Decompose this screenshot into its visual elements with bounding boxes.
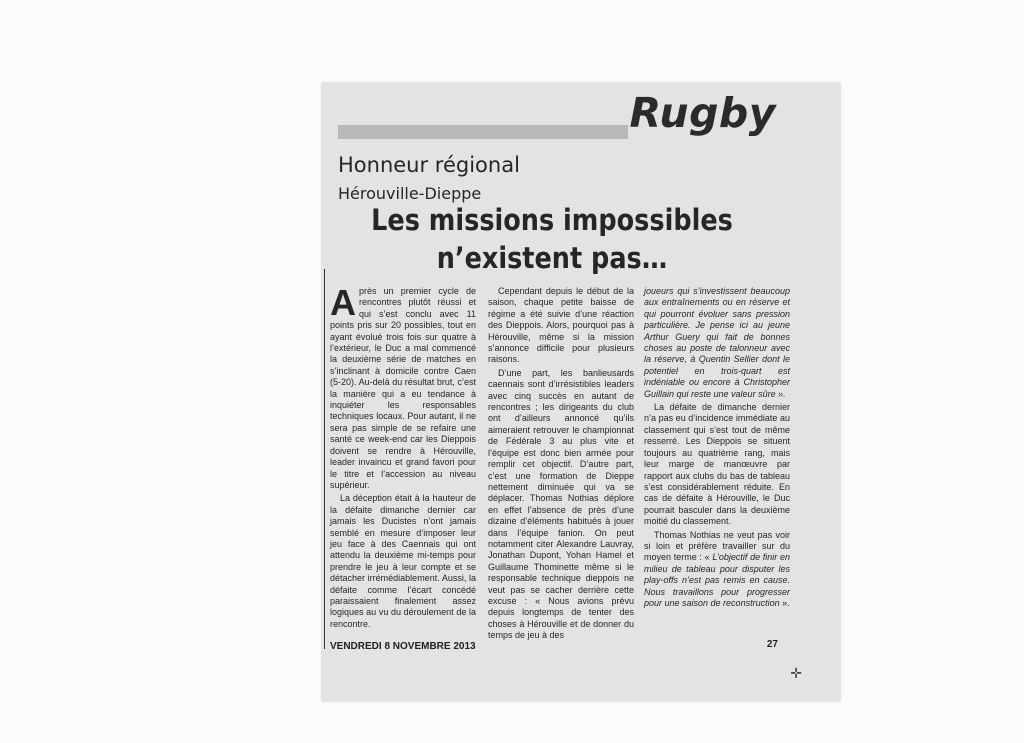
headline (367, 201, 737, 277)
paragraph: La défaite de dimanche dernier n’a pas eu d’incidence immédiate au classement qui s’est tout de même resserré. Les Dieppois se situent toujours au quatrième rang, mais leur marge de manœuvre par rapport aux clubs du bas de tableau s’est considérablement réduite. En cas de défaite à Hérouville, le Duc pourrait basculer dans la deuxième moitié du classement. (644, 402, 790, 527)
article-column-2 (488, 286, 634, 644)
article-column-3 (644, 286, 790, 611)
paragraph-text: près un premier cycle de rencontres plutôt réussi et qui s’est conclu avec 11 points pris sur 20 possibles, tout en ayant évolué trois fois sur quatre à l’extérieur, le Duc a mal commencé la deuxième série de matches en s’inclinant à domicile contre Caen (5-20). Au-delà du résultat brut, c’est la manière qui a eu tendance à inquiéter les responsables techniques locaux. Pour autant, il ne sera pas simple de se refaire une santé ce week-end car les Dieppois doivent se rendre à Hérouville, leader invaincu et grand favori pour le titre et l’accession au niveau supérieur. (330, 286, 476, 490)
subkicker: Hérouville-Dieppe (338, 184, 482, 203)
issue-date: VENDREDI 8 NOVEMBRE 2013 (330, 641, 476, 652)
drop-cap: A (330, 282, 356, 323)
headline-line-1: Les missions impossibles (371, 203, 733, 237)
bleed-through-decoration (740, 183, 751, 218)
registration-mark-icon: ✛ (790, 666, 802, 682)
section-title: Rugby (629, 89, 776, 137)
paragraph: D’une part, les banlieusards caennais sont d’irrésistibles leaders avec cinq succès en autant de rencontres ; les dirigeants du club ont d’ailleurs annoncé qu’ils aimeraient retrouver le championnat de Fédérale 3 au plus vite et l’équipe est donc bien armée pour remplir cet objectif. D’autre part, c’est une formation de Dieppe nettement diminuée qui va se déplacer. Thomas Nothias déplore en effet l’absence de près d’une dizaine d’éléments habitués à jouer dans l’équipe fanion. On peut notamment citer Alexandre Lauvray, Jonathan Dupont, Yohan Hamel et Guillaume Thominette même si le responsable technique dieppois ne veut pas se cacher derrière cette excuse : « Nous avions prévu depuis longtemps de tenter des choses à Hérouville et de donner du temps de jeu à des (488, 367, 634, 641)
quote-paragraph: joueurs qui s’investissent beaucoup aux entraînements ou en réserve et qui pourront évoluer sans pression particulière. Je pense ici au jeune Arthur Guery qui fait de bonnes choses au poste de talonneur avec la réserve, à Quentin Sellier dont le potentiel en trois-quart est indéniable ou encore à Christopher Guillain qui reste une valeur sûre ». (644, 286, 790, 399)
kicker: Honneur régional (338, 153, 520, 177)
paragraph-text: Thomas Nothias ne veut pas voir si loin et préfère travailler sur du moyen terme : « (644, 529, 790, 563)
paragraph: Cependant depuis le début de la saison, chaque petite baisse de régime a été suivie d’une réaction des Dieppois. Alors, pourquoi pas à Hérouville, même si la mission s’annonce difficile pour plusieurs raisons. (488, 286, 634, 365)
column-rule (324, 269, 325, 649)
paragraph: La déception était à la hauteur de la défaite dimanche dernier car jamais les Ducistes n’ont jamais semblé en mesure d’imposer leur jeu face à des Caennais qui ont attendu la deuxième mi-temps pour prendre le jeu à leur compte et se détacher irrémédiablement. Aussi, la défaite comme l’écart concédé paraissaient finalement assez logiques au vu du déroulement de la rencontre. (330, 493, 476, 629)
headline-line-2: n’existent pas… (436, 241, 668, 275)
paragraph-text: ». (779, 597, 790, 608)
section-header-bar (338, 125, 628, 139)
newspaper-clipping (322, 83, 840, 701)
paragraph (644, 530, 790, 610)
paragraph (330, 282, 476, 491)
page-number: 27 (766, 639, 778, 650)
article-column-1 (330, 282, 476, 632)
quote-text: L’objectif de finir en milieu de tableau pour disputer les play-offs n’est pas remis en cause. Nous travaillons pour progresser pour une saison de reconstruction (644, 552, 790, 608)
